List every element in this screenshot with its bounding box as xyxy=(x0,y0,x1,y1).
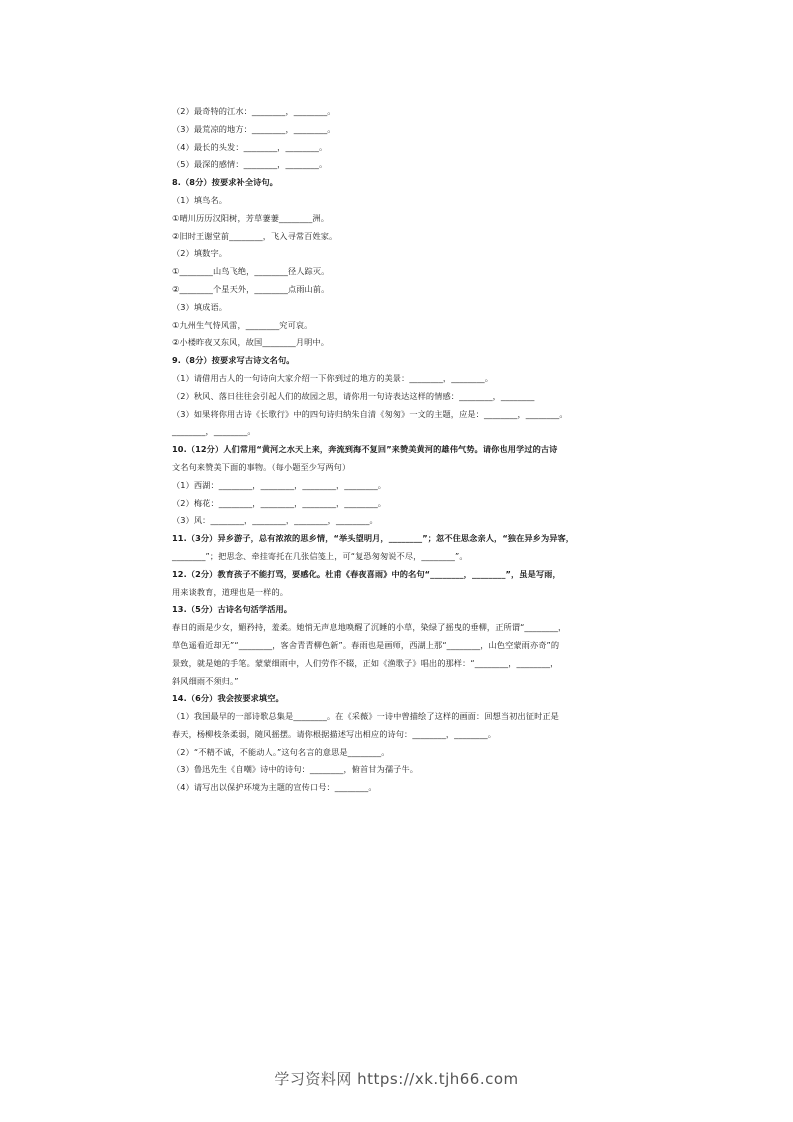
footer-watermark: 学习资料网 https://xk.tjh66.com xyxy=(274,1070,519,1088)
text-line: （3）最荒凉的地方：________，________。 xyxy=(172,123,336,134)
text-line: ________”；把思念、牵挂寄托在几张信笺上，可“复恐匆匆说不尽，________”。 xyxy=(172,550,468,561)
text-line: 春天，杨柳枝条柔弱，随风摇摆。请你根据描述写出相应的诗句：________，________。 xyxy=(172,728,497,739)
text-line: （2）秋风、落日往往会引起人们的故园之思，请你用一句诗表达这样的情感：________，________ xyxy=(172,390,535,401)
text-line: （3）填成语。 xyxy=(172,301,228,312)
text-line: （1）我国最早的一部诗歌总集是________。在《采薇》一诗中曾描绘了这样的画面：回想当初出征时正是 xyxy=(172,711,559,722)
text-line: （1）填鸟名。 xyxy=(172,194,228,205)
text-line: （2）最奇特的江水：________，________。 xyxy=(172,106,336,116)
text-line: ②小楼昨夜又东风，故国________月明中。 xyxy=(172,337,330,348)
question-heading: 10.（12分）人们常用“黄河之水天上来，奔流到海不复回”来赞美黄河的雄伟气势。请你也用学过的古诗 xyxy=(172,444,558,455)
text-line: ①晴川历历汉阳树，芳草萋萋________洲。 xyxy=(172,212,330,223)
text-line: （2）梅花：________，________，________，________。 xyxy=(172,497,387,508)
text-line: ②旧时王谢堂前________，飞入寻常百姓家。 xyxy=(172,230,338,241)
text-line: （2）填数字。 xyxy=(172,248,228,259)
text-line: 文名句来赞美下面的事物。（每小题至少写两句） xyxy=(172,461,351,472)
text-line: （1）请借用古人的一句诗向大家介绍一下你到过的地方的美景：________，________。 xyxy=(172,372,494,383)
text-line: （2）“不精不诚，不能动人。”这句名言的意思是________。 xyxy=(172,746,390,757)
text-line: 景致，就是她的手笔。蒙蒙细雨中，人们劳作不辍，正如《渔歌子》唱出的那样：“________，________， xyxy=(172,657,559,668)
question-heading: 9.（8分）按要求写古诗文名句。 xyxy=(172,355,295,366)
text-line: （1）西湖：________，________，________，________。 xyxy=(172,479,387,490)
question-heading: 12.（2分）教育孩子不能打骂，要感化。杜甫《春夜喜雨》中的名句“________，________”，虽是写雨， xyxy=(172,568,561,579)
text-line: （4）最长的头发：________，________。 xyxy=(172,141,328,152)
question-heading: 8.（8分）按要求补全诗句。 xyxy=(172,177,278,188)
exam-text-body xyxy=(172,103,637,797)
text-line: 春日的雨是少女，媚矜持，羞柔。她悄无声息地唤醒了沉睡的小草，染绿了摇曳的垂柳，正所谓“________， xyxy=(172,622,567,633)
text-line: 用来谈教育，道理也是一样的。 xyxy=(172,586,289,597)
text-line: ②________个星天外，________点雨山前。 xyxy=(172,283,330,294)
text-line: 斜风细雨不须归。” xyxy=(172,675,239,686)
text-line: 草色遥看近却无”“________，客舍青青柳色新”。春雨也是画师，西湖上那“________，山色空蒙雨亦奇”的 xyxy=(172,639,560,650)
text-line: （3）如果将你用古诗《长歌行》中的四句诗归纳朱自清《匆匆》一文的主题，应是：________，________。 xyxy=(172,408,568,419)
text-line: （4）请写出以保护环境为主题的宣传口号：________。 xyxy=(172,782,377,793)
question-heading: 13.（5分）古诗名句活学活用。 xyxy=(172,604,293,615)
text-line: ①________山鸟飞绝，________径人踪灭。 xyxy=(172,266,330,277)
text-line: ________，________。 xyxy=(172,426,256,437)
question-heading: 11.（3分）异乡游子，总有浓浓的思乡情，“举头望明月，________”；忽不住思念亲人，“独在异乡为异客， xyxy=(172,533,575,544)
text-line: （3）鲁迅先生《自嘲》诗中的诗句：________，俯首甘为孺子牛。 xyxy=(172,764,419,775)
text-line: （5）最深的感情：________，________。 xyxy=(172,159,328,170)
text-line: ①九州生气恃风雷，________究可哀。 xyxy=(172,319,313,330)
text-line: （3）风：________，________，________，________。 xyxy=(172,515,378,526)
question-heading: 14.（6分）我会按要求填空。 xyxy=(172,693,284,704)
